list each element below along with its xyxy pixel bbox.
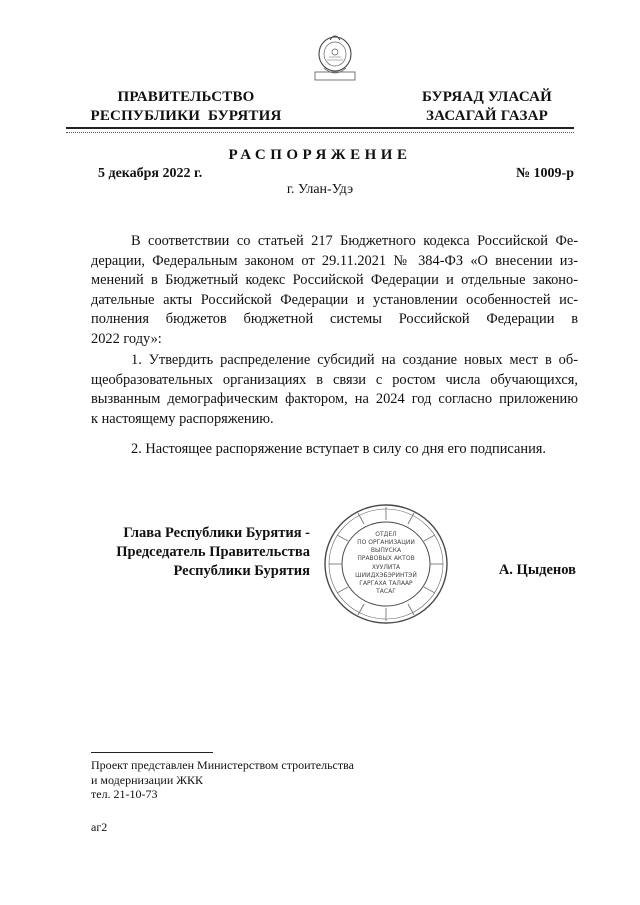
- item-1-paragraph: [91, 351, 578, 429]
- item-1-line: к настоящему распоряжению.: [91, 410, 274, 427]
- seal-text-line: ПО ОРГАНИЗАЦИИ: [357, 539, 415, 546]
- seal-text-line: ГАРГАХА ТАЛААР: [359, 580, 413, 587]
- item-1-line: 1. Утвердить распределение субсидий на создание новых мест в об-: [131, 352, 578, 368]
- header-left-line2: РЕСПУБЛИКИ БУРЯТИЯ: [90, 108, 282, 124]
- header-right-line1: БУРЯАД УЛАСАЙ: [421, 89, 553, 105]
- seal-text-line: ПРАВОВЫХ АКТОВ: [357, 555, 415, 562]
- item-2-paragraph: [91, 440, 578, 460]
- signatory-title-line1: Глава Республики Бурятия -: [123, 525, 310, 541]
- header-divider: [66, 127, 574, 129]
- signatory-title-line3: Республики Бурятия: [173, 563, 310, 579]
- document-city: г. Улан-Удэ: [286, 182, 354, 197]
- footer-code: аг2: [91, 820, 108, 834]
- document-title: РАСПОРЯЖЕНИЕ: [228, 147, 412, 163]
- document-date: 5 декабря 2022 г.: [98, 166, 203, 181]
- coat-of-arms-icon: [312, 28, 358, 82]
- footer-line1: Проект представлен Министерством строительства: [91, 758, 354, 772]
- footer-phone: тел. 21-10-73: [91, 787, 158, 801]
- footer-line2: и модернизации ЖКК: [91, 772, 204, 787]
- intro-line: В соответствии со статьей 217 Бюджетного кодекса Российской Фе-: [131, 233, 578, 249]
- seal-text-line: ХУУЛИТА: [371, 564, 401, 571]
- header-left-line1: ПРАВИТЕЛЬСТВО: [117, 89, 255, 105]
- header-right-line2: ЗАСАГАЙ ГАЗАР: [426, 108, 548, 124]
- item-1-line: вызванным демографическим фактором, на 2024 год согласно приложению: [91, 391, 578, 408]
- header-left: [66, 88, 306, 126]
- seal-text-line: ВЫПУСКА: [370, 547, 402, 554]
- document-number: № 1009-р: [515, 166, 574, 181]
- intro-line: менений в Бюджетный кодекс Российской Федерации и отдельные законо-: [91, 272, 578, 289]
- seal-text-line: ТАСАГ: [376, 588, 396, 595]
- item-2-line: 2. Настоящее распоряжение вступает в силу со дня его подписания.: [131, 441, 546, 457]
- intro-paragraph: [91, 232, 578, 350]
- item-1-line: щеобразовательных организациях в связи с ростом числа обучающихся,: [91, 371, 578, 388]
- official-seal-stamp: [322, 502, 450, 626]
- header-divider-dotted: [66, 132, 574, 133]
- intro-line: дательные акты Российской Федерации и установлении особенностей ис-: [91, 291, 578, 308]
- footer-note: [91, 758, 354, 802]
- seal-text-line: ШИИДХЭБЭРИНТЭЙ: [355, 572, 417, 579]
- footer-divider: [91, 752, 213, 753]
- intro-line: полнения бюджетов бюджетной системы Российской Федерации в: [91, 311, 578, 328]
- intro-line: 2022 году»:: [91, 330, 162, 347]
- signatory-name: А. Цыденов: [498, 562, 576, 578]
- intro-line: дерации, Федеральным законом от 29.11.2021 № 384-ФЗ «О внесении из-: [91, 252, 578, 269]
- signatory-title-line2: Председатель Правительства: [116, 544, 310, 560]
- signatory-title: [70, 524, 310, 581]
- seal-text-line: ОТДЕЛ: [375, 531, 397, 538]
- header-right: [400, 88, 574, 126]
